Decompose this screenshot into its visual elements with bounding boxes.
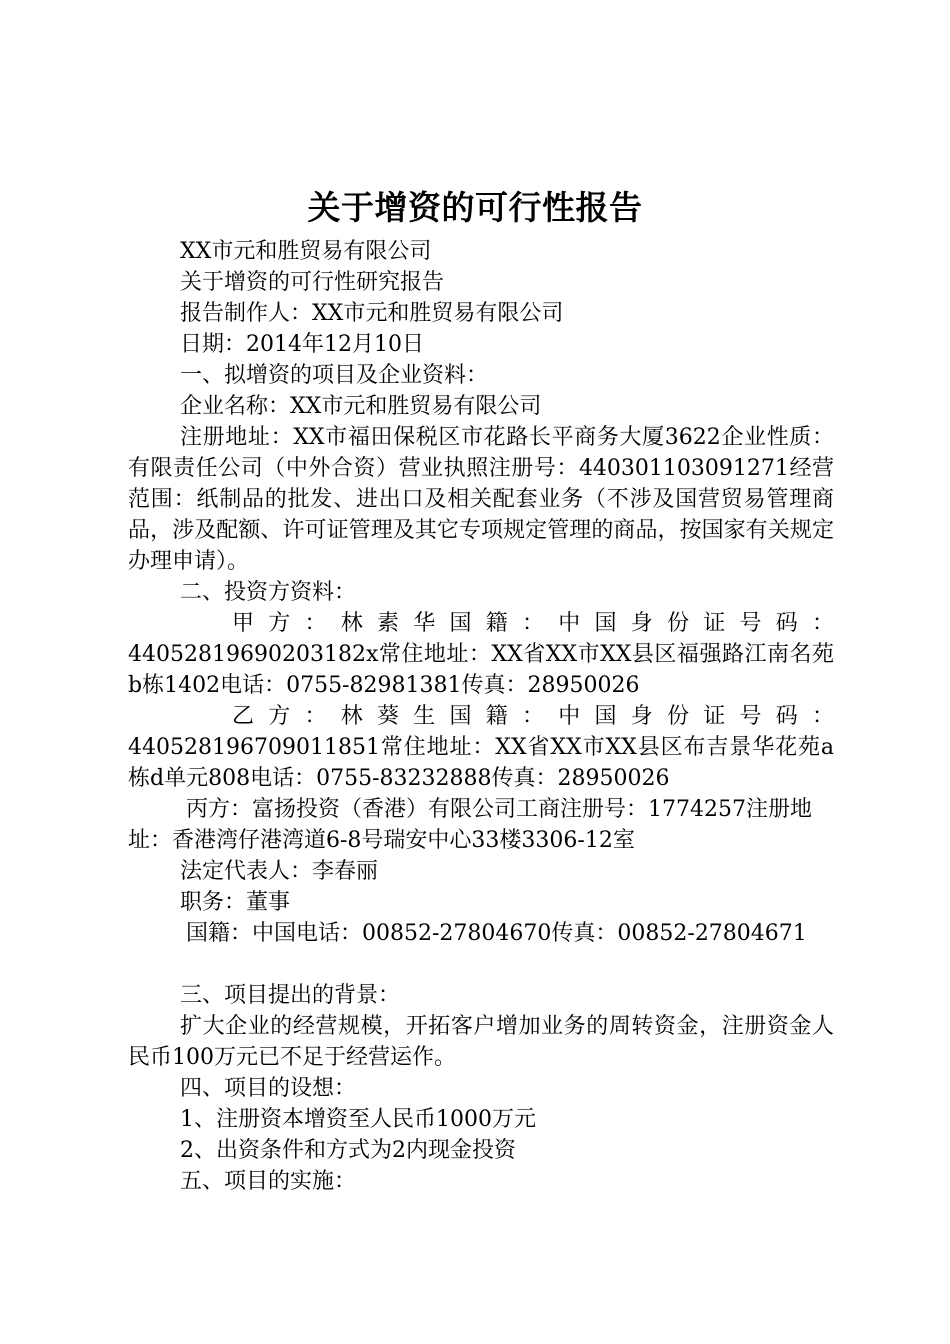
document-title: 关于增资的可行性报告 — [307, 188, 643, 227]
plan-item-1: 1、注册资本增资至人民币1000万元 — [180, 1107, 536, 1132]
section-heading-2: 二、投资方资料： — [180, 580, 357, 605]
registration-paragraph: 注册地址：XX市福田保税区市花路长平商务大厦3622企业性质：有限责任公司（中外合资）营业执照注册号：440301103091271经营范围：纸制品的批发、进出口及相关配套业务（不涉及国营贸易管理商品，涉及配额、许可证管理及其它专项规定管理的商品，按国家有关规定办理申请）。 — [128, 425, 834, 574]
section-heading-3: 三、项目提出的背景： — [180, 983, 401, 1008]
background-paragraph: 扩大企业的经营规模，开拓客户增加业务的周转资金，注册资金人民币100万元已不足于经营运作。 — [128, 1014, 834, 1070]
party-a-heading: 甲 方 ： 林 素 华 国 籍 ： 中 国 身 份 证 号 码 ： — [232, 611, 834, 636]
document-body — [128, 236, 834, 1197]
enterprise-name: 企业名称：XX市元和胜贸易有限公司 — [180, 394, 542, 419]
section-heading-4: 四、项目的设想： — [180, 1076, 357, 1101]
section-heading-5: 五、项目的实施： — [180, 1169, 357, 1194]
spacer — [128, 949, 834, 980]
position: 职务：董事 — [180, 890, 291, 915]
party-b-details: 440528196709011851常住地址：XX省XX市XX县区布吉景华花苑a栋d单元808电话：0755-83232888传真：28950026 — [128, 735, 834, 791]
report-author: 报告制作人：XX市元和胜贸易有限公司 — [180, 301, 564, 326]
company-line: XX市元和胜贸易有限公司 — [180, 239, 432, 264]
party-c-details: 丙方：富扬投资（香港）有限公司工商注册号：1774257注册地址：香港湾仔港湾道6-8号瑞安中心33楼3306-12室 — [128, 797, 812, 853]
section-heading-1: 一、拟增资的项目及企业资料： — [180, 363, 489, 388]
report-subtitle: 关于增资的可行性研究报告 — [180, 270, 445, 295]
report-date: 日期：2014年12月10日 — [180, 332, 424, 357]
legal-representative: 法定代表人：李春丽 — [180, 859, 379, 884]
plan-item-2: 2、出资条件和方式为2内现金投资 — [180, 1138, 516, 1163]
nationality-contact: 国籍：中国电话：00852-27804670传真：00852-27804671 — [186, 921, 807, 946]
party-b-heading: 乙 方 ： 林 葵 生 国 籍 ： 中 国 身 份 证 号 码 ： — [232, 704, 834, 729]
party-a-details: 44052819690203182x常住地址：XX省XX市XX县区福强路江南名苑b栋1402电话：0755-82981381传真：28950026 — [128, 642, 834, 698]
